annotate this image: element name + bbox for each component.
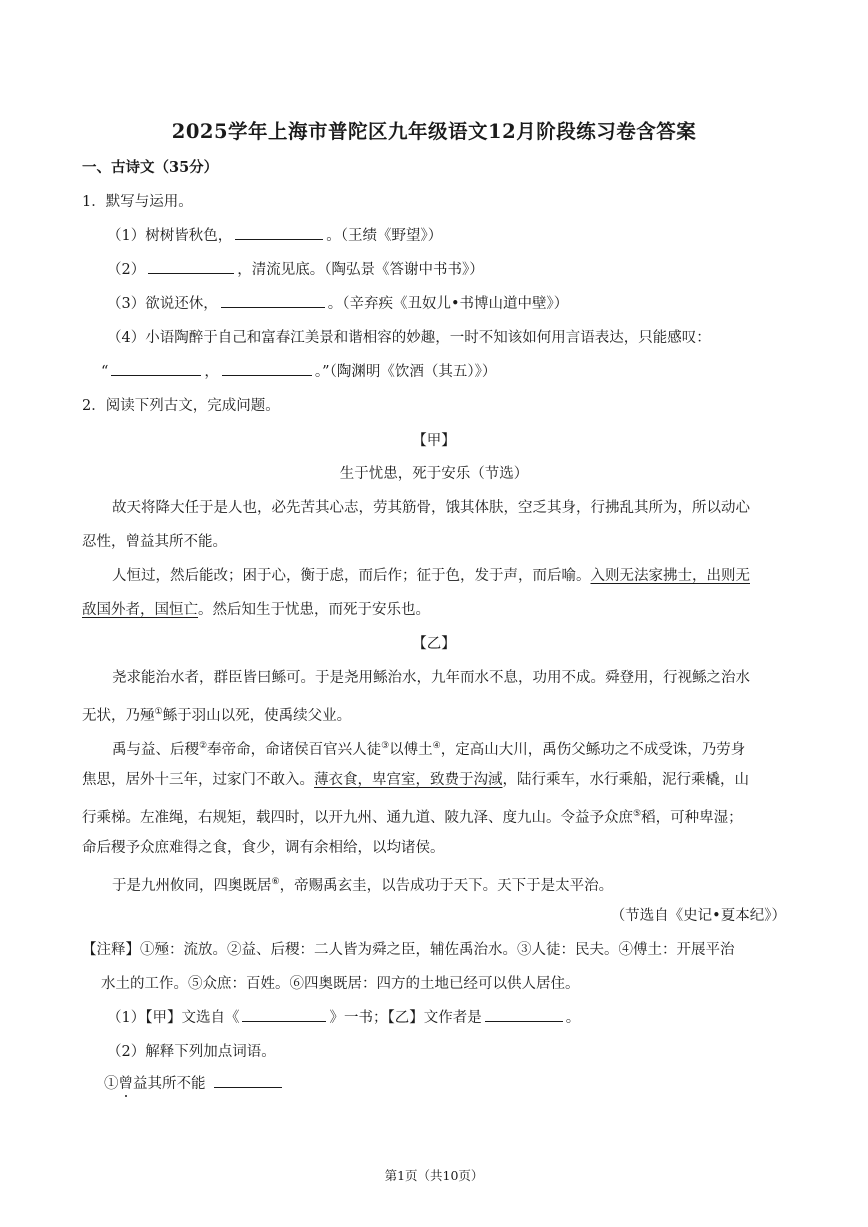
- question-1-item-3: [107, 294, 568, 314]
- passage-text: 禹与益、后稷: [112, 742, 199, 758]
- section-heading: 一、古诗文（35分）: [82, 159, 219, 176]
- item-text: （3）欲说还休，: [107, 296, 218, 312]
- footnote-marker: ④: [432, 741, 441, 751]
- question-1-item-4-continued: [101, 362, 496, 382]
- answer-blank: [222, 362, 312, 376]
- underlined-sentence: 入则无法家拂士，出则无: [590, 568, 750, 584]
- answer-blank: [214, 1074, 282, 1088]
- passage-text: 焦思，居外十三年，过家门不敢入。: [82, 772, 314, 788]
- passage-yi-label: 【乙】: [412, 636, 456, 652]
- answer-blank: [221, 294, 325, 308]
- passage-text: ，帝赐禹玄圭，以告成功于天下。天下于是太平治。: [279, 878, 614, 894]
- passage-text: 行乘梯。左准绳，右规矩，载四时，以开九州、通九道、陂九泽、度九山。令益予众庶: [82, 810, 633, 826]
- annotations-continued: 水土的工作。⑤众庶：百姓。⑥四奥既居：四方的土地已经可以供人居住。: [101, 976, 580, 992]
- underlined-sentence: 薄衣食，卑宫室，致费于沟淢: [314, 772, 503, 788]
- passage-jia-paragraph-2-continued: [82, 600, 430, 620]
- answer-blank: [111, 362, 201, 376]
- question-1-item-1: [107, 226, 442, 246]
- passage-text: ，定高山大川，禹伤父鲧功之不成受诛，乃劳身: [440, 742, 746, 758]
- passage-text: 鲧于羽山以死，使禹续父业。: [162, 708, 352, 724]
- passage-jia-paragraph-1-continued: 忍性，曾益其所不能。: [82, 534, 227, 550]
- passage-text: 无状，乃殛: [82, 708, 155, 724]
- question-1-stem: 1．默写与运用。: [82, 194, 193, 210]
- passage-jia-title: 生于忧患，死于安乐（节选）: [339, 466, 529, 482]
- passage-source: （节选自《史记•夏本纪》）: [610, 908, 786, 924]
- sub-question-2-item-1: [104, 1074, 285, 1094]
- passage-jia-paragraph-1: 故天将降大任于是人也，必先苦其心志，劳其筋骨，饿其体肤，空乏其身，行拂乱其所为，所以动心: [112, 500, 750, 516]
- footnote-marker: ⑥: [271, 877, 280, 887]
- item-text: （2）: [107, 262, 146, 278]
- question-text: 》一书；【乙】文作者是: [329, 1010, 482, 1026]
- item-number: ①: [104, 1076, 119, 1092]
- footnote-marker: ②: [199, 741, 208, 751]
- item-text: 。”（陶渊明《饮酒（其五）》）: [314, 364, 497, 380]
- question-1-item-4: （4）小语陶醉于自己和富春江美景和谐相容的妙趣，一时不知该如何用言语表达，只能感叹：: [107, 330, 711, 346]
- item-text: 益其所不能: [133, 1076, 206, 1092]
- passage-yi-paragraph-1-continued: [82, 702, 351, 726]
- passage-jia-label: 【甲】: [412, 433, 456, 449]
- question-2-stem: 2．阅读下列古文，完成问题。: [82, 398, 280, 414]
- passage-yi-paragraph-2-line-2: [82, 770, 749, 790]
- passage-text: 稻，可种卑湿；: [641, 810, 743, 826]
- answer-blank: [485, 1008, 563, 1022]
- question-1-item-2: [107, 260, 484, 280]
- passage-yi-paragraph-2-line-3: [82, 804, 743, 828]
- footnote-marker: ①: [154, 707, 163, 717]
- passage-text: ，陆行乘车，水行乘船，泥行乘橇，山: [502, 772, 749, 788]
- answer-blank: [242, 1008, 326, 1022]
- passage-text: 人恒过，然后能改；困于心，衡于虑，而后作；征于色，发于声，而后喻。: [112, 568, 591, 584]
- answer-blank: [235, 226, 323, 240]
- passage-yi-paragraph-1: 尧求能治水者，群臣皆曰鲧可。于是尧用鲧治水，九年而水不息，功用不成。舜登用，行视鲧之治水: [112, 670, 750, 686]
- passage-yi-paragraph-3: [112, 872, 613, 896]
- item-text: 。（王绩《野望》）: [326, 228, 443, 244]
- footnote-marker: ③: [381, 741, 390, 751]
- passage-text: 以傅土: [389, 742, 433, 758]
- dotted-word: 曾: [118, 1076, 133, 1092]
- item-text: （1）树树皆秋色，: [107, 228, 233, 244]
- passage-text: 奉帝命，命诸侯百官兴人徒: [207, 742, 382, 758]
- passage-yi-paragraph-2: [112, 736, 745, 760]
- item-text: ，清流见底。（陶弘景《答谢中书书》）: [237, 262, 484, 278]
- page-footer: 第1页（共10页）: [384, 1168, 484, 1183]
- underlined-sentence: 敌国外者，国恒亡: [82, 602, 198, 618]
- item-text: ，: [204, 364, 219, 380]
- passage-text: 于是九州攸同，四奥既居: [112, 878, 272, 894]
- page-title: 2025学年上海市普陀区九年级语文12月阶段练习卷含答案: [171, 120, 697, 143]
- annotations: 【注释】①殛：流放。②益、后稷：二人皆为舜之臣，辅佐禹治水。③人徒：民夫。④傅土：开展平治: [82, 942, 735, 958]
- item-text: 。（辛弃疾《丑奴儿•书博山道中壁》）: [327, 296, 569, 312]
- sub-question-1: [107, 1008, 580, 1028]
- question-text: 。: [565, 1010, 581, 1026]
- passage-text: 。然后知生于忧患，而死于安乐也。: [198, 602, 430, 618]
- passage-jia-paragraph-2: [112, 566, 750, 586]
- sub-question-2: （2）解释下列加点词语。: [107, 1044, 276, 1060]
- answer-blank: [148, 260, 234, 274]
- item-text: “: [101, 364, 109, 380]
- question-text: （1）【甲】文选自《: [107, 1010, 240, 1026]
- footnote-marker: ⑤: [633, 809, 642, 819]
- passage-yi-paragraph-2-line-4: 命后稷予众庶难得之食，食少，调有余相给，以均诸侯。: [82, 840, 445, 856]
